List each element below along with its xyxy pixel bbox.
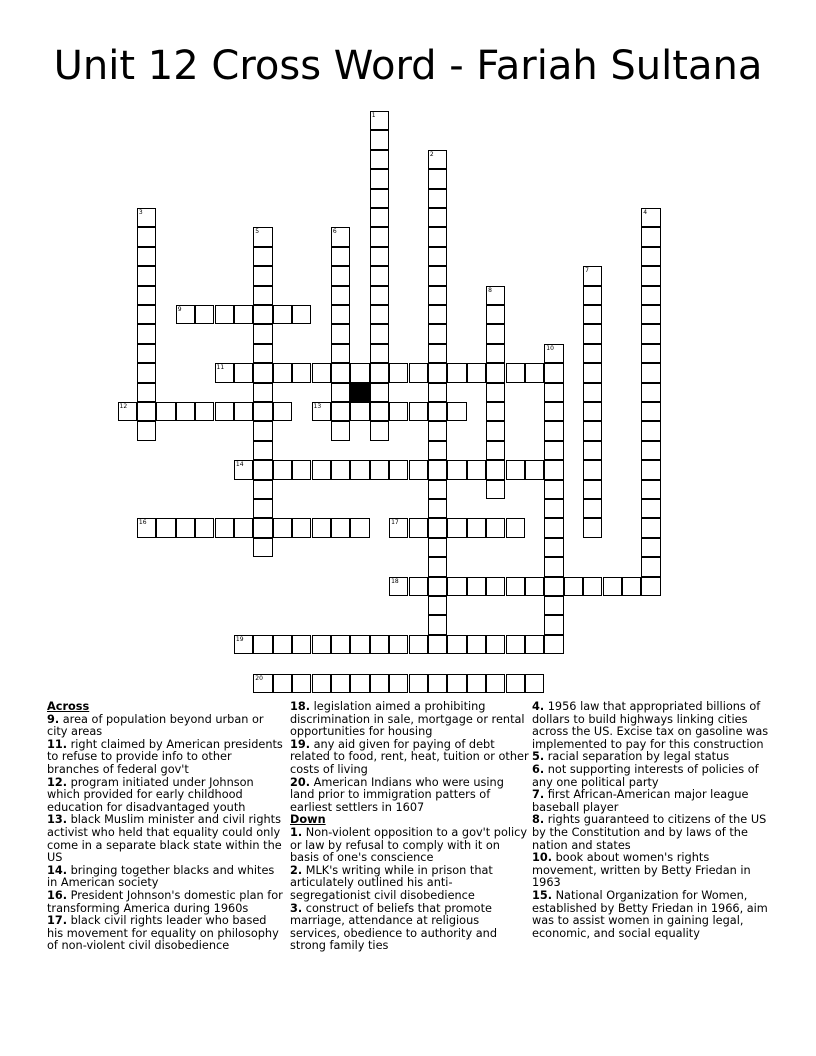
grid-cell <box>641 324 660 343</box>
grid-cell <box>253 247 272 266</box>
grid-cell <box>467 460 486 479</box>
grid-cell <box>603 577 622 596</box>
grid-cell <box>447 674 466 693</box>
grid-cell <box>137 421 156 440</box>
grid-cell <box>641 577 660 596</box>
grid-cell <box>428 615 447 634</box>
grid-cell <box>428 596 447 615</box>
grid-cell <box>253 518 272 537</box>
grid-cell <box>506 635 525 654</box>
grid-cell <box>253 305 272 324</box>
grid-cell <box>370 324 389 343</box>
grid-cell <box>137 266 156 285</box>
grid-cell <box>409 402 428 421</box>
grid-cell <box>176 402 195 421</box>
grid-cell <box>583 363 602 382</box>
grid-cell <box>583 480 602 499</box>
grid-cell <box>641 363 660 382</box>
clue-column-2 <box>290 701 530 953</box>
grid-cell <box>253 383 272 402</box>
grid-cell <box>641 227 660 246</box>
clue-across-18: 18. legislation aimed a prohibiting discrimination in sale, mortgage or rental opportunities for housing <box>290 700 525 739</box>
grid-cell <box>409 518 428 537</box>
grid-cell <box>389 460 408 479</box>
grid-cell <box>253 344 272 363</box>
grid-cell <box>331 383 350 402</box>
grid-cell <box>467 363 486 382</box>
grid-cell <box>370 150 389 169</box>
clue-down-6: 6. not supporting interests of policies of any one political party <box>532 762 759 789</box>
grid-cell <box>253 324 272 343</box>
clue-down-15: 15. National Organization for Women, established by Betty Friedan in 1966, aim was to assist women in gaining legal, economic, and social equality <box>532 888 768 940</box>
grid-cell <box>137 208 156 227</box>
clue-down-2: 2. MLK's writing while in prison that articulately outlined his anti-segregationist civil disobedience <box>290 863 493 902</box>
clue-across-14: 14. bringing together blacks and whites in American society <box>47 863 275 890</box>
grid-cell <box>215 402 234 421</box>
grid-cell <box>253 286 272 305</box>
grid-cell <box>370 305 389 324</box>
grid-cell <box>331 286 350 305</box>
grid-cell <box>486 460 505 479</box>
grid-cell <box>583 344 602 363</box>
grid-cell <box>467 518 486 537</box>
grid-cell <box>156 402 175 421</box>
grid-cell <box>331 324 350 343</box>
grid-cell <box>234 518 253 537</box>
grid-cell <box>234 363 253 382</box>
grid-cell <box>544 402 563 421</box>
grid-cell <box>409 577 428 596</box>
grid-cell <box>370 383 389 402</box>
grid-cell <box>447 460 466 479</box>
grid-cell <box>544 460 563 479</box>
grid-cell <box>583 286 602 305</box>
grid-cell <box>583 305 602 324</box>
grid-cell <box>641 460 660 479</box>
grid-cell <box>370 363 389 382</box>
cell-number: 14 <box>235 461 244 469</box>
grid-cell <box>234 460 253 479</box>
cell-number: 9 <box>177 306 182 313</box>
grid-cell <box>622 577 641 596</box>
cell-number: 18 <box>391 577 399 585</box>
grid-cell <box>137 324 156 343</box>
grid-cell <box>292 518 311 537</box>
cell-number: 10 <box>546 344 554 352</box>
cell-number: 2 <box>429 150 434 158</box>
grid-cell <box>428 208 447 227</box>
grid-cell <box>273 305 292 324</box>
grid-cell <box>350 363 369 382</box>
grid-cell <box>331 363 350 382</box>
clue-column-1 <box>47 701 283 953</box>
grid-cell <box>544 615 563 634</box>
clue-column-3 <box>532 701 770 940</box>
grid-cell <box>234 635 253 654</box>
grid-cell <box>641 441 660 460</box>
clue-down-3: 3. construct of beliefs that promote marriage, attendance at religious services, obedience to authority and strong family ties <box>290 901 497 953</box>
grid-cell <box>312 402 331 421</box>
grid-cell <box>544 499 563 518</box>
grid-cell <box>253 402 272 421</box>
grid-cell <box>350 460 369 479</box>
grid-cell <box>428 557 447 576</box>
grid-cell <box>253 480 272 499</box>
grid-cell <box>292 635 311 654</box>
black-cell <box>350 383 369 402</box>
grid-cell <box>428 538 447 557</box>
cell-number: 5 <box>255 228 260 236</box>
cell-number: 12 <box>119 403 128 410</box>
grid-cell <box>486 441 505 460</box>
grid-cell <box>583 518 602 537</box>
grid-cell <box>641 286 660 305</box>
grid-cell <box>253 635 272 654</box>
grid-cell <box>428 344 447 363</box>
grid-cell <box>137 286 156 305</box>
grid-cell <box>486 577 505 596</box>
grid-cell <box>428 421 447 440</box>
clue-across-19: 19. any aid given for paying of debt related to food, rent, heat, tuition or other costs of living <box>290 737 529 776</box>
grid-cell <box>428 480 447 499</box>
grid-cell <box>253 363 272 382</box>
grid-cell <box>525 635 544 654</box>
grid-cell <box>467 635 486 654</box>
grid-cell <box>506 577 525 596</box>
clue-across-11: 11. right claimed by American presidents to refuse to provide info to other branches of federal gov't <box>47 737 283 776</box>
grid-cell <box>389 635 408 654</box>
grid-cell <box>641 247 660 266</box>
grid-cell <box>389 518 408 537</box>
grid-cell <box>486 421 505 440</box>
clue-across-12: 12. program initiated under Johnson which provided for early childhood education for disadvantaged youth <box>47 775 254 814</box>
grid-cell <box>215 518 234 537</box>
cell-number: 8 <box>488 286 492 294</box>
grid-cell <box>641 305 660 324</box>
grid-cell <box>583 266 602 285</box>
grid-cell <box>389 674 408 693</box>
grid-cell <box>544 363 563 382</box>
grid-cell <box>486 518 505 537</box>
grid-cell <box>312 674 331 693</box>
grid-cell <box>137 247 156 266</box>
grid-cell <box>428 324 447 343</box>
grid-cell <box>331 635 350 654</box>
grid-cell <box>428 441 447 460</box>
grid-cell <box>273 635 292 654</box>
grid-cell <box>583 499 602 518</box>
grid-cell <box>350 674 369 693</box>
grid-cell <box>583 383 602 402</box>
grid-cell <box>137 363 156 382</box>
grid-cell <box>331 266 350 285</box>
grid-cell <box>544 596 563 615</box>
grid-cell <box>370 189 389 208</box>
grid-cell <box>544 344 563 363</box>
grid-cell <box>312 518 331 537</box>
grid-cell <box>544 383 563 402</box>
grid-cell <box>486 344 505 363</box>
grid-cell <box>253 460 272 479</box>
clue-down-10: 10. book about women's rights movement, written by Betty Friedan in 1963 <box>532 851 751 890</box>
clue-down-7: 7. first African-American major league baseball player <box>532 788 749 814</box>
clue-down-4: 4. 1956 law that appropriated billions of dollars to build highways linking cities across the US. Excise tax on gasoline was implemented to pay for this construction <box>532 700 769 751</box>
grid-cell <box>331 518 350 537</box>
grid-cell <box>641 421 660 440</box>
grid-cell <box>389 577 408 596</box>
grid-cell <box>486 674 505 693</box>
cell-number: 3 <box>138 209 143 216</box>
cell-number: 11 <box>216 364 225 372</box>
grid-cell <box>447 363 466 382</box>
grid-cell <box>137 383 156 402</box>
cell-number: 4 <box>643 209 648 216</box>
grid-cell <box>137 518 156 537</box>
grid-cell <box>447 402 466 421</box>
grid-cell <box>525 674 544 693</box>
grid-cell <box>195 305 214 324</box>
grid-cell <box>564 577 583 596</box>
grid-cell <box>253 441 272 460</box>
grid-cell <box>312 635 331 654</box>
grid-cell <box>370 130 389 149</box>
grid-cell <box>486 324 505 343</box>
grid-cell <box>641 499 660 518</box>
across-heading: Across <box>47 700 90 713</box>
grid-cell <box>331 227 350 246</box>
grid-cell <box>506 518 525 537</box>
cell-number: 13 <box>313 403 322 410</box>
grid-cell <box>331 344 350 363</box>
grid-cell <box>641 266 660 285</box>
grid-cell <box>583 441 602 460</box>
grid-cell <box>641 538 660 557</box>
grid-cell <box>428 305 447 324</box>
grid-cell <box>370 286 389 305</box>
grid-cell <box>428 266 447 285</box>
grid-cell <box>428 150 447 169</box>
grid-cell <box>447 577 466 596</box>
grid-cell <box>583 460 602 479</box>
grid-cell <box>350 402 369 421</box>
cell-number: 7 <box>585 267 589 275</box>
grid-cell <box>506 674 525 693</box>
clue-across-13: 13. black Muslim minister and civil rights activist who held that equality could only come in a separate black state within the US <box>47 813 282 865</box>
grid-cell <box>641 480 660 499</box>
grid-cell <box>137 344 156 363</box>
grid-cell <box>273 402 292 421</box>
grid-cell <box>544 518 563 537</box>
grid-cell <box>137 227 156 246</box>
grid-cell <box>370 247 389 266</box>
grid-cell <box>331 305 350 324</box>
grid-cell <box>447 518 466 537</box>
grid-cell <box>641 557 660 576</box>
cell-number: 16 <box>138 519 147 527</box>
grid-cell <box>292 674 311 693</box>
grid-cell <box>273 363 292 382</box>
grid-cell <box>467 674 486 693</box>
grid-cell <box>641 518 660 537</box>
grid-cell <box>234 305 253 324</box>
grid-cell <box>312 460 331 479</box>
grid-cell <box>506 460 525 479</box>
grid-cell <box>389 402 408 421</box>
grid-cell <box>544 577 563 596</box>
grid-cell <box>428 518 447 537</box>
grid-cell <box>486 383 505 402</box>
cell-number: 20 <box>255 674 263 682</box>
clue-down-1: 1. Non-violent opposition to a gov't policy or law by refusal to comply with it on basis of one's conscience <box>290 825 528 865</box>
grid-cell <box>486 402 505 421</box>
clue-down-8: 8. rights guaranteed to citizens of the US by the Constitution and by laws of the nation and states <box>532 813 767 852</box>
grid-cell <box>273 518 292 537</box>
grid-cell <box>312 363 331 382</box>
grid-cell <box>544 538 563 557</box>
grid-cell <box>370 266 389 285</box>
grid-cell <box>370 169 389 188</box>
grid-cell <box>253 499 272 518</box>
clue-across-17: 17. black civil rights leader who based his movement for equality on philosophy of non-violent civil disobedience <box>47 914 279 953</box>
grid-cell <box>641 402 660 421</box>
clue-across-16: 16. President Johnson's domestic plan for transforming America during 1960s <box>47 888 283 915</box>
grid-cell <box>118 402 137 421</box>
grid-cell <box>389 363 408 382</box>
cell-number: 17 <box>391 519 399 527</box>
grid-cell <box>292 305 311 324</box>
grid-cell <box>641 208 660 227</box>
grid-cell <box>176 518 195 537</box>
grid-cell <box>428 577 447 596</box>
cell-number: 6 <box>332 228 337 236</box>
grid-cell <box>195 518 214 537</box>
grid-cell <box>253 674 272 693</box>
cell-number: 1 <box>371 112 376 119</box>
grid-cell <box>331 460 350 479</box>
grid-cell <box>370 208 389 227</box>
grid-cell <box>409 674 428 693</box>
grid-cell <box>583 577 602 596</box>
grid-cell <box>486 363 505 382</box>
clue-across-9: 9. area of population beyond urban or city areas <box>47 712 264 739</box>
grid-cell <box>428 674 447 693</box>
grid-cell <box>370 674 389 693</box>
grid-cell <box>641 344 660 363</box>
grid-cell <box>195 402 214 421</box>
grid-cell <box>506 363 525 382</box>
grid-cell <box>467 577 486 596</box>
grid-cell <box>370 460 389 479</box>
grid-cell <box>641 383 660 402</box>
grid-cell <box>350 518 369 537</box>
grid-cell <box>234 402 253 421</box>
grid-cell <box>544 480 563 499</box>
grid-cell <box>544 635 563 654</box>
grid-cell <box>583 324 602 343</box>
grid-cell <box>331 402 350 421</box>
grid-cell <box>370 635 389 654</box>
grid-cell <box>273 674 292 693</box>
grid-cell <box>486 305 505 324</box>
grid-cell <box>370 402 389 421</box>
grid-cell <box>428 402 447 421</box>
grid-cell <box>409 460 428 479</box>
grid-cell <box>428 363 447 382</box>
grid-cell <box>428 169 447 188</box>
grid-cell <box>370 111 389 130</box>
grid-cell <box>370 421 389 440</box>
grid-cell <box>137 402 156 421</box>
down-heading: Down <box>290 813 326 827</box>
grid-cell <box>215 305 234 324</box>
grid-cell <box>525 577 544 596</box>
grid-cell <box>409 635 428 654</box>
grid-cell <box>428 227 447 246</box>
grid-cell <box>370 227 389 246</box>
grid-cell <box>331 674 350 693</box>
clue-across-20: 20. American Indians who were using land prior to immigration patters of earliest settlers in 1607 <box>290 775 504 814</box>
grid-cell <box>428 189 447 208</box>
grid-cell <box>428 383 447 402</box>
grid-cell <box>215 363 234 382</box>
grid-cell <box>486 286 505 305</box>
grid-cell <box>350 635 369 654</box>
grid-cell <box>253 227 272 246</box>
grid-cell <box>409 363 428 382</box>
grid-cell <box>544 441 563 460</box>
grid-cell <box>486 480 505 499</box>
grid-cell <box>253 421 272 440</box>
grid-cell <box>428 460 447 479</box>
grid-cell <box>428 286 447 305</box>
grid-cell <box>428 247 447 266</box>
grid-cell <box>583 402 602 421</box>
grid-cell <box>544 557 563 576</box>
grid-cell <box>273 460 292 479</box>
grid-cell <box>583 421 602 440</box>
grid-cell <box>331 421 350 440</box>
grid-cell <box>486 635 505 654</box>
grid-cell <box>447 635 466 654</box>
grid-cell <box>525 363 544 382</box>
grid-cell <box>137 305 156 324</box>
grid-cell <box>428 635 447 654</box>
grid-cell <box>428 499 447 518</box>
grid-cell <box>253 266 272 285</box>
grid-cell <box>544 421 563 440</box>
page-title: Unit 12 Cross Word - Fariah Sultana <box>53 43 763 89</box>
cell-number: 19 <box>235 635 244 643</box>
grid-cell <box>525 460 544 479</box>
grid-cell <box>292 363 311 382</box>
grid-cell <box>176 305 195 324</box>
grid-cell <box>370 344 389 363</box>
grid-cell <box>156 518 175 537</box>
grid-cell <box>292 460 311 479</box>
grid-cell <box>331 247 350 266</box>
grid-cell <box>253 538 272 557</box>
clue-down-5: 5. racial separation by legal status <box>532 750 730 764</box>
